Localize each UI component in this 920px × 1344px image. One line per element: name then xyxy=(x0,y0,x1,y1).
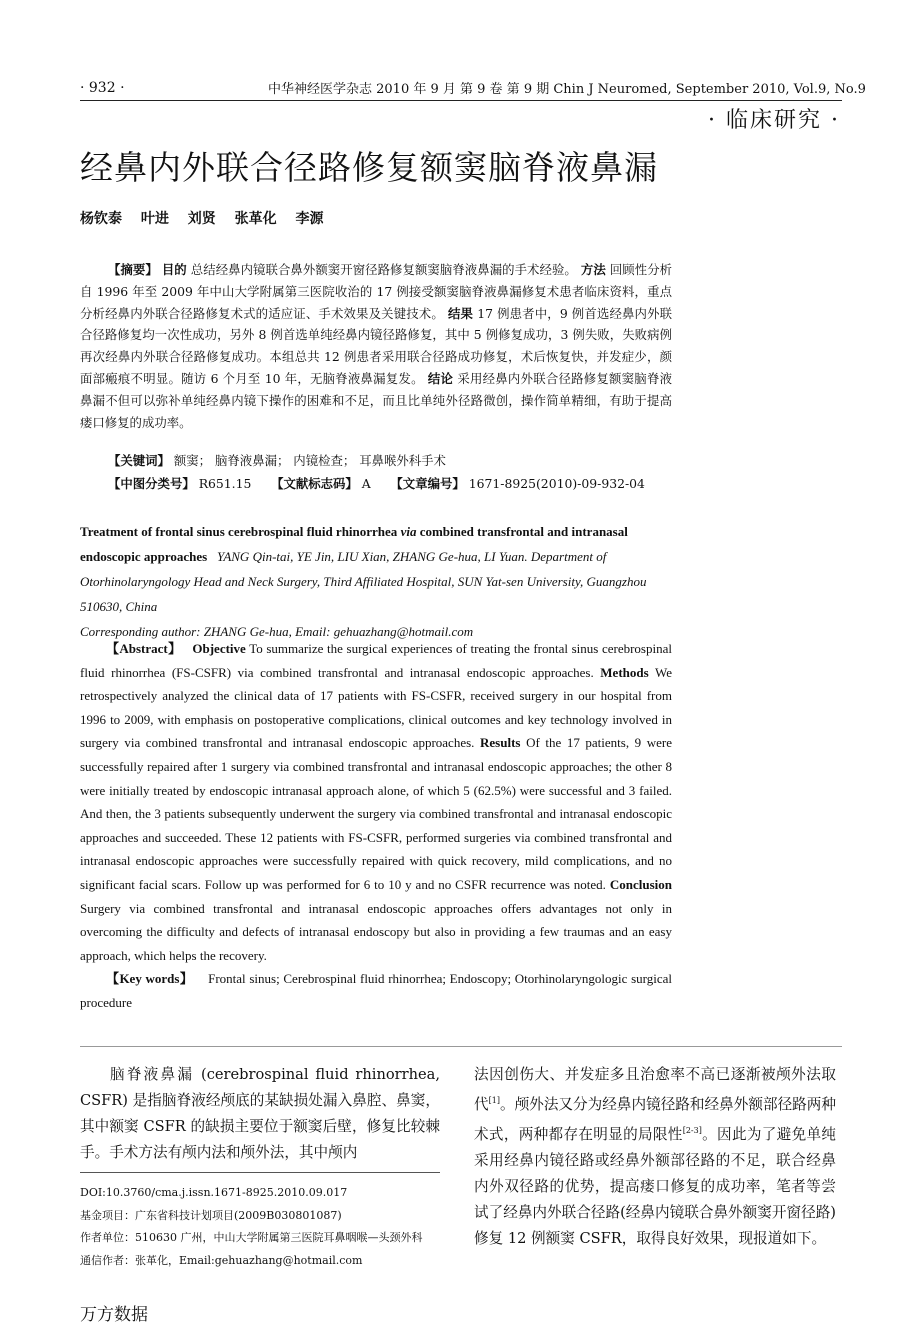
keywords-text: 额窦； 脑脊液鼻漏； 内镜检查； 耳鼻喉外科手术 xyxy=(173,453,446,468)
english-title-part1: Treatment of frontal sinus cerebrospinal fluid rhinorrhea xyxy=(80,524,401,539)
abstract-label: 【摘要】 xyxy=(108,262,158,277)
en-objective-label: Objective xyxy=(192,641,246,656)
english-authors: YANG Qin-tai, YE Jin, LIU Xian, ZHANG Ge-hua, LI Yuan. xyxy=(217,549,528,564)
en-results-text: Of the 17 patients, 9 were successfully repaired after 1 surgery via combined transfrontal and intranasal endoscopic approaches; the other 8 were initially treated by endoscopic intranasal approach alone, of which 5 (62.5%) were successful and 3 failed. And then, the 3 patients subsequently underwent the surgery via combined transfrontal and intranasal endoscopic approaches and succeeded. These 12 patients with FS-CSFR, performed surgeries via combined transfrontal and intranasal endoscopic approaches were successfully repaired with quick recovery, mild complications, and no significant facial scars. Follow up was performed for 6 to 10 y and no CSFR recurrence was noted. xyxy=(80,735,673,892)
en-conclusion-text: Surgery via combined transfrontal and intranasal endoscopic approaches offers advantages not only in overcoming the difficulty and defects of intranasal endoscopy but also in providing a few traumas and an easy approach, which helps the recovery. xyxy=(80,900,672,963)
journal-header: 中华神经医学杂志 2010 年 9 月 第 9 卷 第 9 期 Chin J Neuromed, September 2010, Vol.9, No.9 xyxy=(268,82,866,97)
en-methods-label: Methods xyxy=(600,664,649,680)
chinese-keywords-block xyxy=(80,450,672,496)
results-text: 17 例患者中，9 例首选经鼻内外联合径路修复均一次性成功，另外 8 例首选单纯经鼻内镜径路修复，其中 5 例修复成功，3 例失败，失败病例再次经鼻内外联合径路修复成功。本组总共 12 例患者采用联合径路成功修复，术后恢复快，并发症少，颜面部瘢痕不明显。随访 6 个月至 10 年，无脑脊液鼻漏复发。 xyxy=(80,305,673,386)
en-objective-text: To summarize the surgical experiences of treating the frontal sinus cerebrospinal fluid rhinorrhea (FS-CSFR) via combined transfrontal and intranasal endoscopic approaches. xyxy=(80,641,672,680)
doc-code-value: A xyxy=(361,476,371,491)
page-number: · 932 · xyxy=(80,80,125,96)
english-affiliation: Department of Otorhinolaryngology Head and Neck Surgery, Third Affiliated Hospital, SUN Yat-sen University, Guangzhou 510630, China xyxy=(80,549,647,614)
author-list: 杨钦泰 叶进 刘贤 张革化 李源 xyxy=(80,211,324,227)
methods-text: 回顾性分析自 1996 年至 2009 年中山大学附属第三医院收治的 17 例接受额窦脑脊液鼻漏修复术患者临床资料，重点分析经鼻内外联合径路修复术式的适应证、手术效果及关键技术。 xyxy=(80,262,673,321)
citation-ref-1[interactable]: [1] xyxy=(488,1096,500,1105)
en-conclusion-label: Conclusion xyxy=(609,876,673,892)
objective-text: 总结经鼻内镜联合鼻外额窦开窗径路修复额窦脑脊液鼻漏的手术经验。 xyxy=(190,262,577,277)
clc-label: 【中图分类号】 xyxy=(108,476,195,491)
wanfang-watermark: 万方数据 xyxy=(80,1305,148,1325)
body-right-text-2: 。颅外法又分为经鼻内镜径路和经鼻外额部径路两种术式，两种都存在明显的局限性 xyxy=(474,1095,836,1143)
english-abstract xyxy=(80,637,672,1015)
footnote-fund: 基金项目：广东省科技计划项目(2009B030801087) xyxy=(80,1208,342,1222)
body-paragraph-continued xyxy=(474,1062,836,1252)
article-title: 经鼻内外联合径路修复额窦脑脊液鼻漏 xyxy=(80,148,658,187)
footnote-corresponding: 通信作者：张革化，Email:gehuazhang@hotmail.com xyxy=(80,1253,363,1267)
en-keywords-text: Frontal sinus; Cerebrospinal fluid rhinorrhea; Endoscopy; Otorhinolaryngologic surgical procedure xyxy=(80,971,672,1010)
en-results-label: Results xyxy=(480,735,521,751)
english-title-via: via xyxy=(400,524,417,539)
methods-label: 方法 xyxy=(580,262,606,277)
article-no-label: 【文章编号】 xyxy=(390,476,465,491)
english-title-part2: combined transfrontal and intranasal endoscopic approaches xyxy=(80,524,628,564)
keywords-label: 【关键词】 xyxy=(108,453,170,468)
results-label: 结果 xyxy=(448,305,474,321)
article-no-value: 1671-8925(2010)-09-932-04 xyxy=(468,476,645,491)
section-divider xyxy=(80,1046,842,1047)
conclusion-text: 采用经鼻内外联合径路修复额窦脑脊液鼻漏不但可以弥补单纯经鼻内镜下操作的困难和不足，而且比单纯外径路微创，操作简单精细，有助于提高瘘口修复的成功率。 xyxy=(80,370,672,430)
footnote-rule xyxy=(80,1172,440,1173)
english-corresponding: Corresponding author: ZHANG Ge-hua, Email: gehuazhang@hotmail.com xyxy=(80,624,474,639)
chinese-abstract xyxy=(80,259,672,433)
conclusion-label: 结论 xyxy=(427,370,454,386)
body-column-left xyxy=(80,1062,440,1166)
body-column-right xyxy=(474,1062,836,1252)
body-paragraph: 脑脊液鼻漏 (cerebrospinal fluid rhinorrhea, CSFR) 是指脑脊液经颅底的某缺损处漏入鼻腔、鼻窦，其中额窦 CSFR 的缺损主要位于额窦后壁，修复比较棘手。手术方法有颅内法和颅外法，其中颅内 xyxy=(80,1066,440,1161)
footnotes xyxy=(80,1182,452,1272)
en-keywords-label: 【Key words】 xyxy=(106,971,194,987)
header-rule xyxy=(80,100,842,101)
en-methods-text: We retrospectively analyzed the clinical data of 17 patients with FS-CSFR, received surgery in our hospital from 1996 to 2009, with emphasis on postoperative complications, clinical outcomes and key technology involved in surgery via combined transfrontal and intranasal endoscopic approaches. xyxy=(80,664,673,751)
body-right-text-3: 。因此为了避免单纯采用经鼻内镜径路或经鼻外额部径路的不足，联合经鼻内外双径路的优势，提高瘘口修复的成功率，笔者等尝试了经鼻内外联合径路(经鼻内镜联合鼻外额窦开窗径路)修复 12 例额窦 CSFR，取得良好效果，现报道如下。 xyxy=(474,1125,836,1247)
citation-ref-2-3[interactable]: [2-3] xyxy=(682,1125,702,1135)
body-right-text-1: 法因创伤大、并发症多且治愈率不高已逐渐被颅外法取代 xyxy=(474,1066,836,1113)
doc-code-label: 【文献标志码】 xyxy=(271,476,358,491)
footnote-doi: DOI:10.3760/cma.j.issn.1671-8925.2010.09.017 xyxy=(80,1186,348,1199)
section-label: · 临床研究 · xyxy=(708,108,840,133)
en-abstract-label: 【Abstract】 xyxy=(106,641,182,656)
english-title-block xyxy=(80,519,672,644)
objective-label: 目的 xyxy=(161,262,187,277)
footnote-affiliation: 作者单位：510630 广州，中山大学附属第三医院耳鼻咽喉—头颈外科 xyxy=(80,1231,423,1244)
clc-value: R651.15 xyxy=(198,476,252,491)
